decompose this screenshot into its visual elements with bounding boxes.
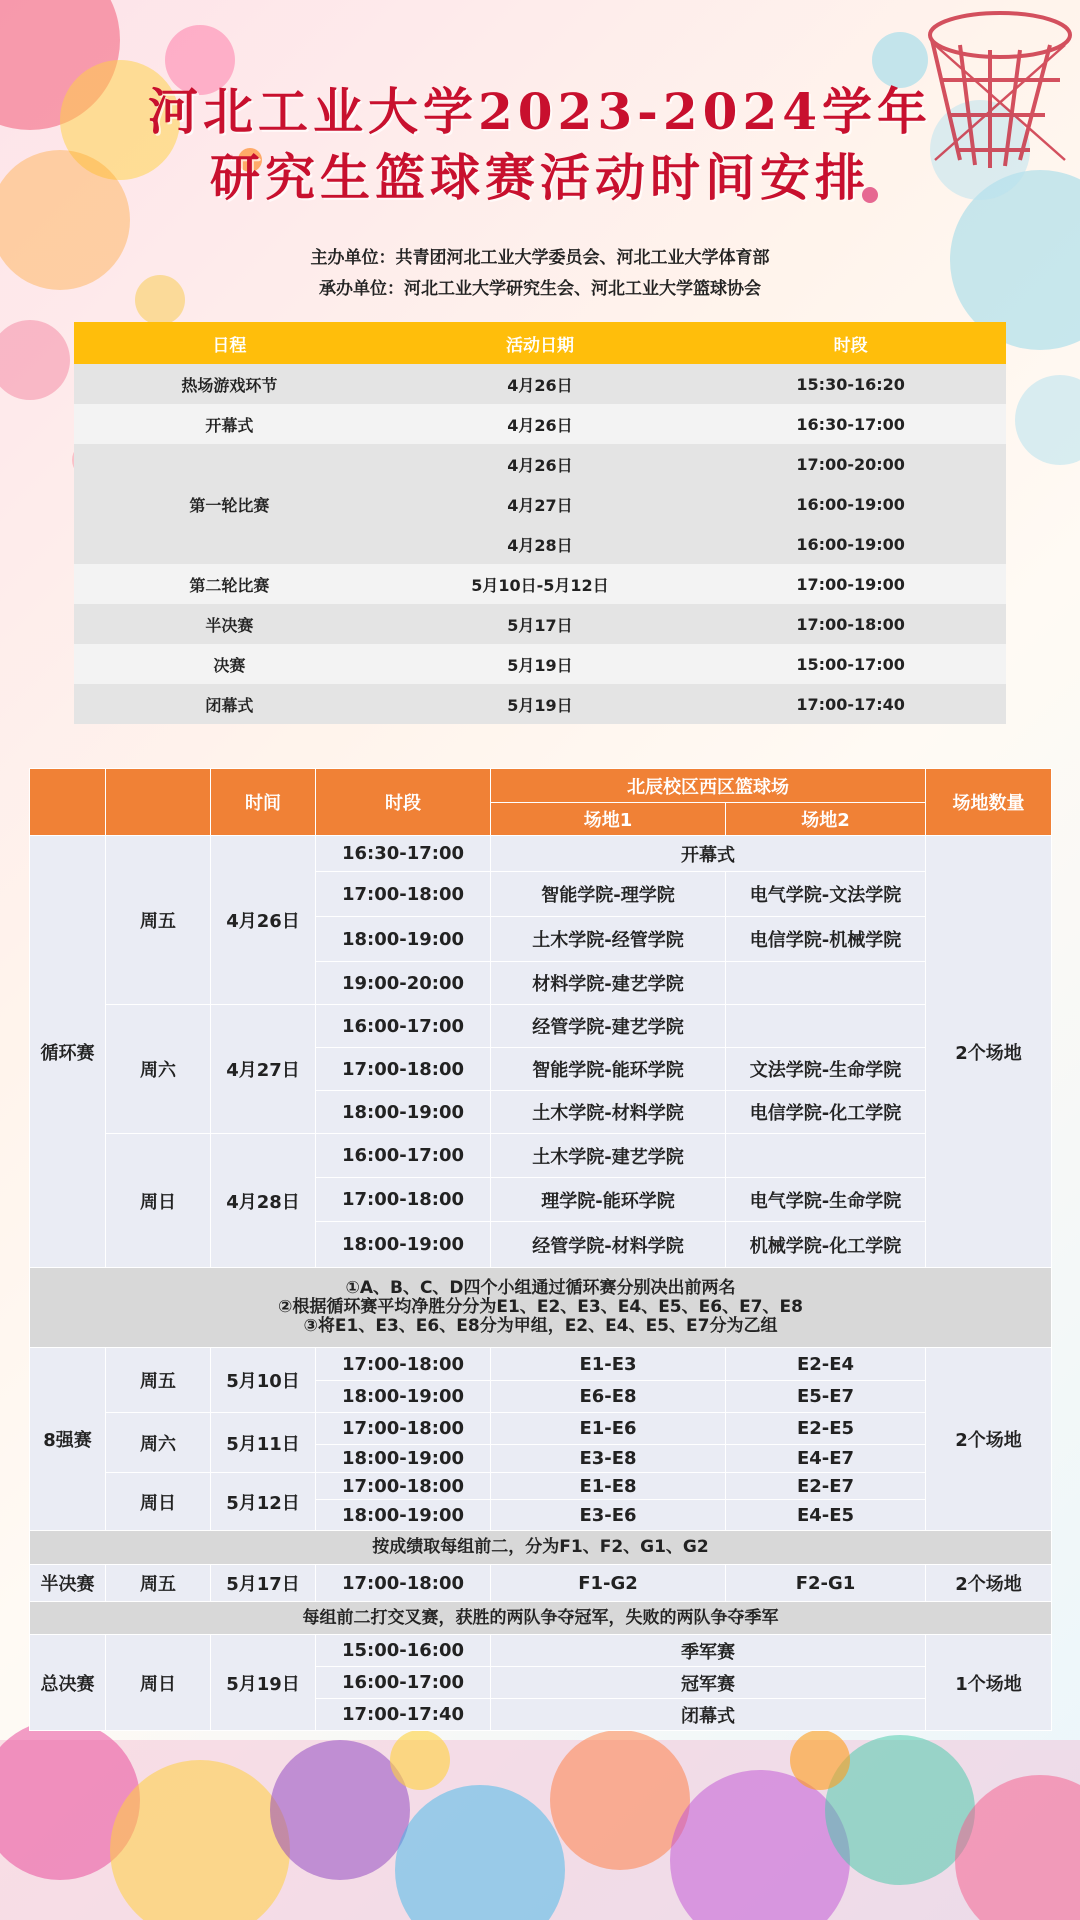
event-cell: 开幕式 (74, 404, 385, 444)
slot-cell: 16:30-17:00 (316, 836, 491, 872)
event-cell: 半决赛 (74, 604, 385, 644)
table-row (74, 684, 1006, 724)
note-row (30, 1268, 1052, 1348)
slot-cell: 18:00-19:00 (316, 1222, 491, 1268)
page-title-line1: 河北工业大学2023-2024学年 (147, 82, 933, 141)
header-court2: 场地2 (726, 803, 926, 836)
header-date: 活动日期 (385, 322, 696, 364)
court2-cell (726, 962, 926, 1005)
date-cell: 4月26日 (385, 404, 696, 444)
court1-cell: 智能学院-理学院 (491, 872, 726, 917)
date-cell: 4月27日 (211, 1005, 316, 1134)
court2-cell: 文法学院-生命学院 (726, 1048, 926, 1091)
header-court-count: 场地数量 (926, 769, 1052, 836)
court1-cell: 经管学院-建艺学院 (491, 1005, 726, 1048)
court1-cell: E6-E8 (491, 1381, 726, 1413)
header-date: 时间 (211, 769, 316, 836)
table-row (30, 1134, 1052, 1178)
court2-cell: E4-E5 (726, 1500, 926, 1531)
stage-cell: 8强赛 (30, 1348, 106, 1531)
event-cell: 第二轮比赛 (74, 564, 385, 604)
table-row (30, 1348, 1052, 1381)
table-row (74, 604, 1006, 644)
court1-cell: E1-E3 (491, 1348, 726, 1381)
event-cell: 决赛 (74, 644, 385, 684)
slot-cell: 15:00-16:00 (316, 1635, 491, 1667)
header-venue: 北辰校区西区篮球场 (491, 769, 926, 803)
court2-cell: E2-E4 (726, 1348, 926, 1381)
rules-note-line: ②根据循环赛平均净胜分分为E1、E2、E3、E4、E5、E6、E7、E8 (278, 1297, 803, 1317)
court2-cell (726, 1134, 926, 1178)
header-event: 日程 (74, 322, 385, 364)
court1-cell: 材料学院-建艺学院 (491, 962, 726, 1005)
day-cell: 周五 (106, 1348, 211, 1413)
slot-cell: 17:00-18:00 (316, 1473, 491, 1500)
court1-cell: 智能学院-能环学院 (491, 1048, 726, 1091)
day-cell: 周五 (106, 836, 211, 1005)
day-cell: 周六 (106, 1413, 211, 1473)
match-cell: 冠军赛 (491, 1667, 926, 1699)
table-row (30, 1635, 1052, 1667)
time-cell: 17:00-17:40 (695, 684, 1006, 724)
day-cell: 周六 (106, 1005, 211, 1134)
final-note: 每组前二打交叉赛，获胜的两队争夺冠军，失败的两队争夺季军 (30, 1602, 1052, 1635)
slot-cell: 17:00-18:00 (316, 1565, 491, 1602)
host-organizer: 主办单位：共青团河北工业大学委员会、河北工业大学体育部 (310, 248, 770, 268)
court1-cell: E3-E8 (491, 1445, 726, 1473)
date-cell: 5月12日 (211, 1473, 316, 1531)
slot-cell: 17:00-18:00 (316, 1413, 491, 1445)
court-count-cell: 2个场地 (926, 1565, 1052, 1602)
schedule-table (74, 322, 1006, 724)
note-row (30, 1531, 1052, 1565)
event-cell: 闭幕式 (74, 684, 385, 724)
court1-cell: E3-E6 (491, 1500, 726, 1531)
court2-cell: E2-E7 (726, 1473, 926, 1500)
date-cell: 5月19日 (385, 684, 696, 724)
header-blank (106, 769, 211, 836)
time-cell: 15:00-17:00 (695, 644, 1006, 684)
event-cell: 热场游戏环节 (74, 364, 385, 404)
stage-cell: 总决赛 (30, 1635, 106, 1731)
date-cell: 5月17日 (385, 604, 696, 644)
slot-cell: 17:00-18:00 (316, 1348, 491, 1381)
court1-cell: 经管学院-材料学院 (491, 1222, 726, 1268)
table-row (74, 404, 1006, 444)
slot-cell: 18:00-19:00 (316, 917, 491, 962)
table-row (30, 836, 1052, 872)
court1-cell: 土木学院-建艺学院 (491, 1134, 726, 1178)
rules-note-line: ①A、B、C、D四个小组通过循环赛分别决出前两名 (345, 1278, 736, 1298)
court1-cell: 土木学院-经管学院 (491, 917, 726, 962)
court1-cell: F1-G2 (491, 1565, 726, 1602)
header-court1: 场地1 (491, 803, 726, 836)
slot-cell: 17:00-17:40 (316, 1699, 491, 1731)
match-cell: 开幕式 (491, 836, 926, 872)
day-cell: 周日 (106, 1635, 211, 1731)
time-cell: 17:00-19:00 (695, 564, 1006, 604)
court-count-cell: 2个场地 (926, 836, 1052, 1268)
table-row (30, 1473, 1052, 1500)
court-count-cell: 2个场地 (926, 1348, 1052, 1531)
slot-cell: 17:00-18:00 (316, 1048, 491, 1091)
court1-cell: E1-E6 (491, 1413, 726, 1445)
slot-cell: 18:00-19:00 (316, 1381, 491, 1413)
slot-cell: 17:00-18:00 (316, 1178, 491, 1222)
date-cell: 5月11日 (211, 1413, 316, 1473)
rules-note-line: ③将E1、E3、E6、E8分为甲组，E2、E4、E5、E7分为乙组 (303, 1316, 778, 1336)
court2-cell: 机械学院-化工学院 (726, 1222, 926, 1268)
date-cell: 5月17日 (211, 1565, 316, 1602)
match-cell: 闭幕式 (491, 1699, 926, 1731)
slot-cell: 18:00-19:00 (316, 1500, 491, 1531)
event-cell: 第一轮比赛 (74, 444, 385, 564)
undertaker-organizer: 承办单位：河北工业大学研究生会、河北工业大学篮球协会 (319, 279, 761, 299)
header-blank (30, 769, 106, 836)
match-header-row (30, 769, 1052, 803)
court1-cell: E1-E8 (491, 1473, 726, 1500)
slot-cell: 16:00-17:00 (316, 1005, 491, 1048)
court2-cell: 电气学院-生命学院 (726, 1178, 926, 1222)
time-cell: 16:00-19:00 (695, 484, 1006, 524)
header-slot: 时段 (316, 769, 491, 836)
day-cell: 周日 (106, 1134, 211, 1268)
slot-cell: 16:00-17:00 (316, 1667, 491, 1699)
slot-cell: 19:00-20:00 (316, 962, 491, 1005)
slot-cell: 18:00-19:00 (316, 1091, 491, 1134)
table-row (74, 364, 1006, 404)
court2-cell: F2-G1 (726, 1565, 926, 1602)
court2-cell: E5-E7 (726, 1381, 926, 1413)
slot-cell: 18:00-19:00 (316, 1445, 491, 1473)
rules-note (30, 1268, 1052, 1348)
note-row (30, 1602, 1052, 1635)
date-cell: 5月19日 (211, 1635, 316, 1731)
court2-cell: E2-E5 (726, 1413, 926, 1445)
date-cell: 4月26日 (385, 444, 696, 484)
table-row (30, 1005, 1052, 1048)
date-cell: 4月26日 (211, 836, 316, 1005)
schedule-header-row (74, 322, 1006, 364)
date-cell: 4月26日 (385, 364, 696, 404)
header-time: 时段 (695, 322, 1006, 364)
day-cell: 周日 (106, 1473, 211, 1531)
page-title-line2: 研究生篮球赛活动时间安排 (210, 148, 870, 207)
time-cell: 15:30-16:20 (695, 364, 1006, 404)
court2-cell: E4-E7 (726, 1445, 926, 1473)
court2-cell: 电信学院-机械学院 (726, 917, 926, 962)
table-row (30, 1413, 1052, 1445)
semi-note: 按成绩取每组前二，分为F1、F2、G1、G2 (30, 1531, 1052, 1565)
date-cell: 4月28日 (211, 1134, 316, 1268)
court1-cell: 理学院-能环学院 (491, 1178, 726, 1222)
court1-cell: 土木学院-材料学院 (491, 1091, 726, 1134)
stage-cell: 半决赛 (30, 1565, 106, 1602)
table-row (74, 444, 1006, 484)
date-cell: 5月10日 (211, 1348, 316, 1413)
day-cell: 周五 (106, 1565, 211, 1602)
date-cell: 4月28日 (385, 524, 696, 564)
table-row (30, 1565, 1052, 1602)
table-row (74, 644, 1006, 684)
court2-cell: 电气学院-文法学院 (726, 872, 926, 917)
slot-cell: 16:00-17:00 (316, 1134, 491, 1178)
date-cell: 5月10日-5月12日 (385, 564, 696, 604)
slot-cell: 17:00-18:00 (316, 872, 491, 917)
time-cell: 17:00-18:00 (695, 604, 1006, 644)
date-cell: 5月19日 (385, 644, 696, 684)
court2-cell: 电信学院-化工学院 (726, 1091, 926, 1134)
stage-cell: 循环赛 (30, 836, 106, 1268)
time-cell: 16:30-17:00 (695, 404, 1006, 444)
court2-cell (726, 1005, 926, 1048)
match-cell: 季军赛 (491, 1635, 926, 1667)
time-cell: 16:00-19:00 (695, 524, 1006, 564)
date-cell: 4月27日 (385, 484, 696, 524)
court-count-cell: 1个场地 (926, 1635, 1052, 1731)
match-schedule-table (29, 768, 1052, 1731)
table-row (74, 564, 1006, 604)
time-cell: 17:00-20:00 (695, 444, 1006, 484)
